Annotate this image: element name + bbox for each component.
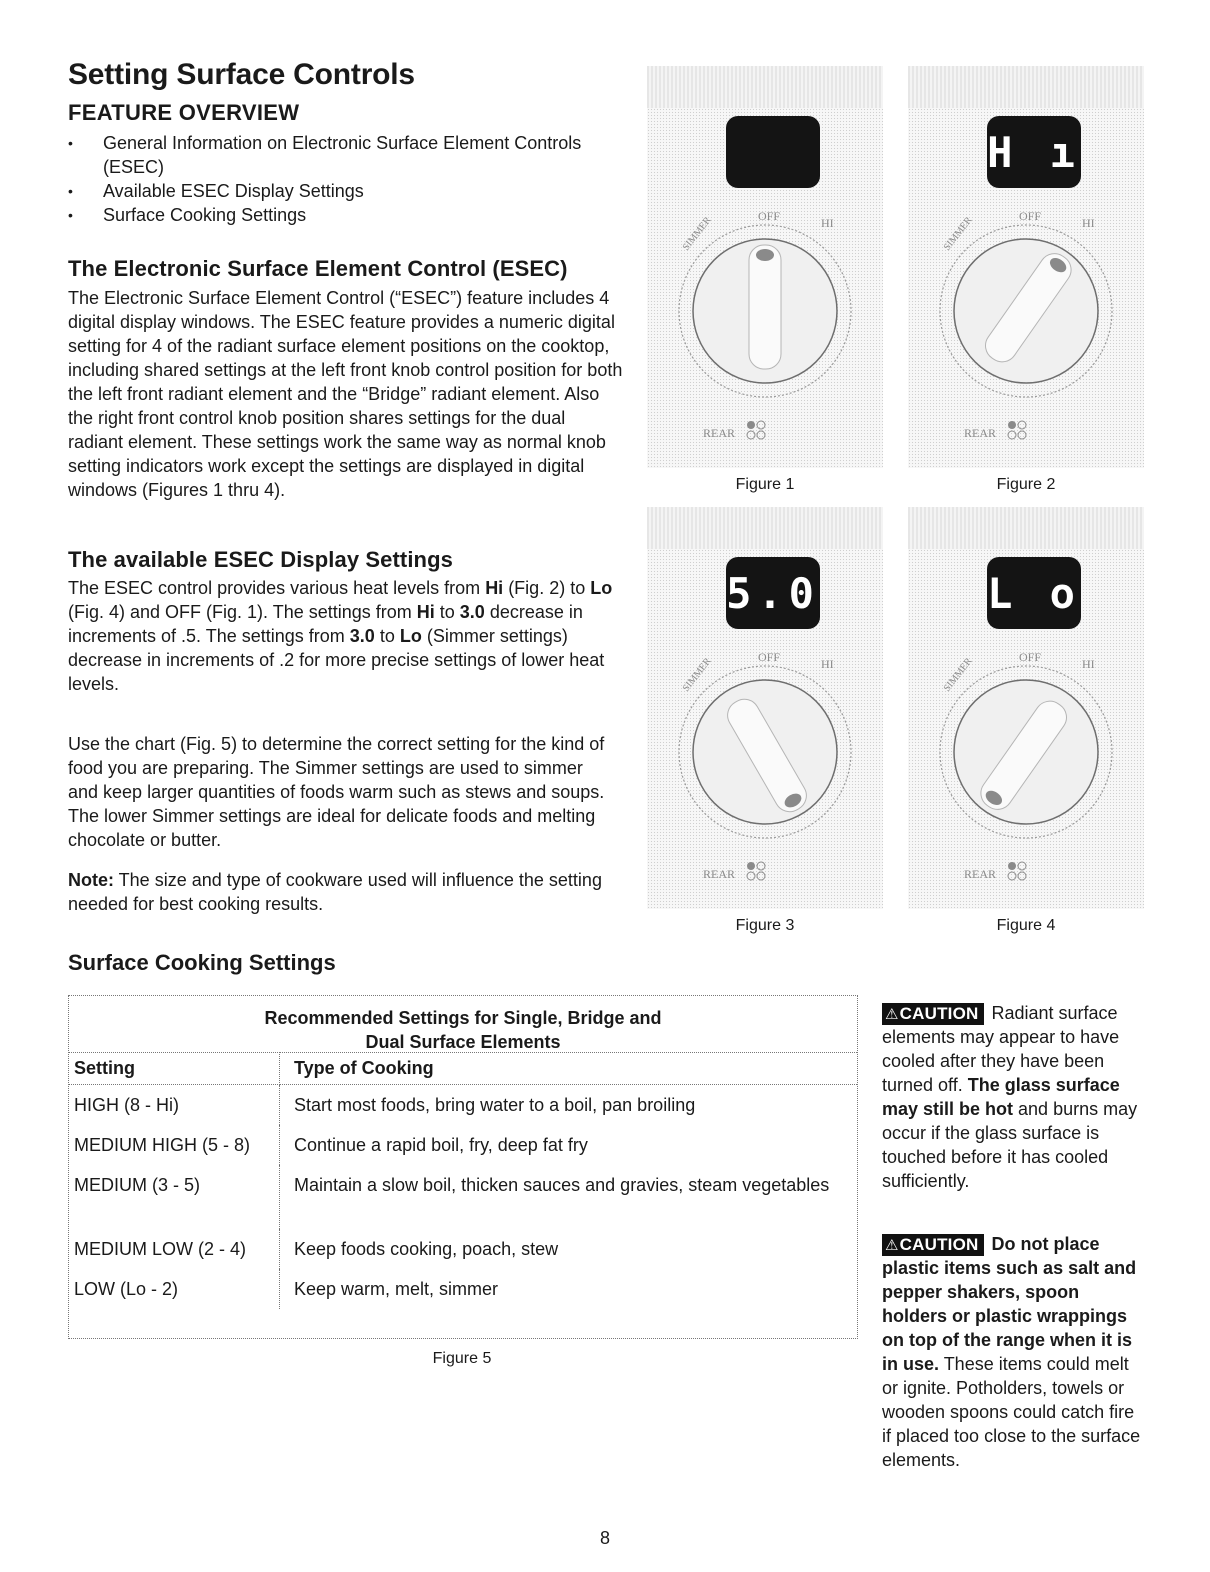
warning-triangle-icon: ⚠ [885, 1237, 899, 1254]
element-indicator-icon [1008, 421, 1016, 429]
esec-paragraph: The Electronic Surface Element Control (“ESEC”) feature includes 4 digital display windows. The ESEC feature provides a numeric digital setting for 4 of the radiant surface element positions on the cooktop, including shared settings at the left front knob control position for both the left front radiant element and the “Bridge” radiant element. Also the right front control knob position shares settings for the dual radiant element. These settings work the same way as normal knob setting indicators work except the settings are displayed in digital windows (Figures 1 thru 4). [68, 288, 623, 500]
figure-caption: Figure 3 [735, 917, 795, 934]
off-label: OFF [757, 209, 781, 223]
rear-label: REAR [703, 867, 736, 881]
knob-graphic [647, 66, 883, 468]
element-indicator-icon [747, 872, 755, 880]
chart-usage-paragraph: Use the chart (Fig. 5) to determine the correct setting for the kind of food you are preparing. The Simmer settings are used to simmer and keep larger quantities of foods warm such as stews and soups. The lower Simmer settings are ideal for delicate foods and melting chocolate or butter. [68, 734, 605, 850]
simmer-label: SIMMER [680, 214, 714, 253]
setting-cell: MEDIUM LOW (2 - 4) [69, 1229, 280, 1269]
element-indicator-icon [1008, 431, 1016, 439]
display-settings-heading: The available ESEC Display Settings [68, 547, 453, 572]
element-indicator-icon [747, 862, 755, 870]
table-row [69, 1085, 857, 1126]
simmer-label: SIMMER [941, 655, 975, 694]
off-label: OFF [1018, 209, 1042, 223]
overview-item: • Available ESEC Display Settings [68, 179, 588, 203]
simmer-label: SIMMER [941, 214, 975, 253]
column-header-type: Type of Cooking [280, 1053, 858, 1085]
element-indicator-icon [757, 421, 765, 429]
rear-label: REAR [703, 426, 736, 440]
simmer-label: SIMMER [680, 655, 714, 694]
note-paragraph: Note: The size and type of cookware used will influence the setting needed for best cooking results. [68, 870, 602, 914]
surface-cooking-heading: Surface Cooking Settings [68, 950, 336, 975]
knob-graphic [908, 507, 1144, 909]
type-cell: Continue a rapid boil, fry, deep fat fry [294, 1135, 588, 1155]
rear-label: REAR [964, 867, 997, 881]
overview-item: • General Information on Electronic Surface Element Controls (ESEC) [68, 131, 588, 179]
knob-graphic [908, 66, 1144, 468]
setting-cell: LOW (Lo - 2) [69, 1269, 280, 1309]
display-settings-paragraph: The ESEC control provides various heat levels from Hi (Fig. 2) to Lo (Fig. 4) and OFF (Fig. 1). The settings from Hi to 3.0 decrease in increments of .5. The settings from 3.0 to Lo (Simmer settings) decrease in increments of .2 for more precise settings of lower heat levels. [68, 578, 613, 694]
chart-title: Recommended Settings for Single, Bridge and Dual Surface Elements [264, 1008, 662, 1052]
column-header-setting: Setting [69, 1053, 280, 1085]
element-indicator-icon [747, 431, 755, 439]
figure-5-caption: Figure 5 [432, 1350, 492, 1367]
off-label: OFF [757, 650, 781, 664]
digital-display: H ı [987, 116, 1081, 188]
page-number: 8 [599, 1528, 610, 1548]
esec-heading: The Electronic Surface Element Control (ESEC) [68, 256, 568, 281]
figure-2 [908, 66, 1144, 493]
type-cell: Keep foods cooking, poach, stew [294, 1239, 559, 1259]
element-indicator-icon [1018, 431, 1026, 439]
type-cell: Maintain a slow boil, thicken sauces and gravies, steam vegetables [294, 1175, 830, 1195]
element-indicator-icon [1018, 862, 1026, 870]
figure-3 [647, 507, 883, 934]
setting-cell: HIGH (8 - Hi) [69, 1085, 280, 1126]
hi-label: HI [1082, 657, 1095, 671]
figure-4 [908, 507, 1144, 934]
figure-caption: Figure 4 [996, 917, 1056, 934]
figure-1 [647, 66, 883, 493]
caution-badge: ⚠CAUTION [882, 1003, 984, 1025]
figure-caption: Figure 2 [996, 476, 1056, 493]
warning-triangle-icon: ⚠ [885, 1006, 899, 1023]
element-indicator-icon [1018, 421, 1026, 429]
knob-pointer [749, 245, 781, 369]
element-indicator-icon [757, 872, 765, 880]
figure-caption: Figure 1 [735, 476, 795, 493]
element-indicator-icon [757, 862, 765, 870]
digital-display: L o [987, 557, 1081, 629]
caution-plastic-items: ⚠CAUTION Do not place plastic items such as salt and pepper shakers, spoon holders or plastic wrappings on top of the range when it is in use. These items could melt or ignite. Potholders, towels or wooden spoons could catch fire if placed too close to the surface elements. [882, 1234, 1141, 1470]
table-row [69, 1229, 857, 1269]
digital-display: 5.0 [726, 557, 820, 629]
setting-cell: MEDIUM HIGH (5 - 8) [69, 1125, 280, 1165]
settings-chart [68, 995, 858, 1339]
overview-item: • Surface Cooking Settings [68, 203, 588, 227]
page-title: Setting Surface Controls [68, 58, 415, 91]
off-label: OFF [1018, 650, 1042, 664]
settings-table [69, 1052, 857, 1309]
table-row [69, 1269, 857, 1309]
type-cell: Keep warm, melt, simmer [294, 1279, 499, 1299]
hi-label: HI [1082, 216, 1095, 230]
hi-label: HI [821, 657, 834, 671]
element-indicator-icon [1018, 872, 1026, 880]
element-indicator-icon [1008, 862, 1016, 870]
feature-overview-heading: FEATURE OVERVIEW [68, 100, 300, 125]
caution-badge: ⚠CAUTION [882, 1234, 984, 1256]
hi-label: HI [821, 216, 834, 230]
table-row [69, 1165, 857, 1229]
table-row [69, 1125, 857, 1165]
rear-label: REAR [964, 426, 997, 440]
overview-list [68, 131, 588, 227]
caution-hot-surface: ⚠CAUTION Radiant surface elements may appear to have cooled after they have been turned off. The glass surface may still be hot and burns may occur if the glass surface is touched before it has cooled sufficiently. [882, 1003, 1138, 1191]
element-indicator-icon [757, 431, 765, 439]
element-indicator-icon [1008, 872, 1016, 880]
knob-graphic [647, 507, 883, 909]
type-cell: Start most foods, bring water to a boil, pan broiling [294, 1095, 696, 1115]
setting-cell: MEDIUM (3 - 5) [69, 1165, 280, 1229]
element-indicator-icon [747, 421, 755, 429]
